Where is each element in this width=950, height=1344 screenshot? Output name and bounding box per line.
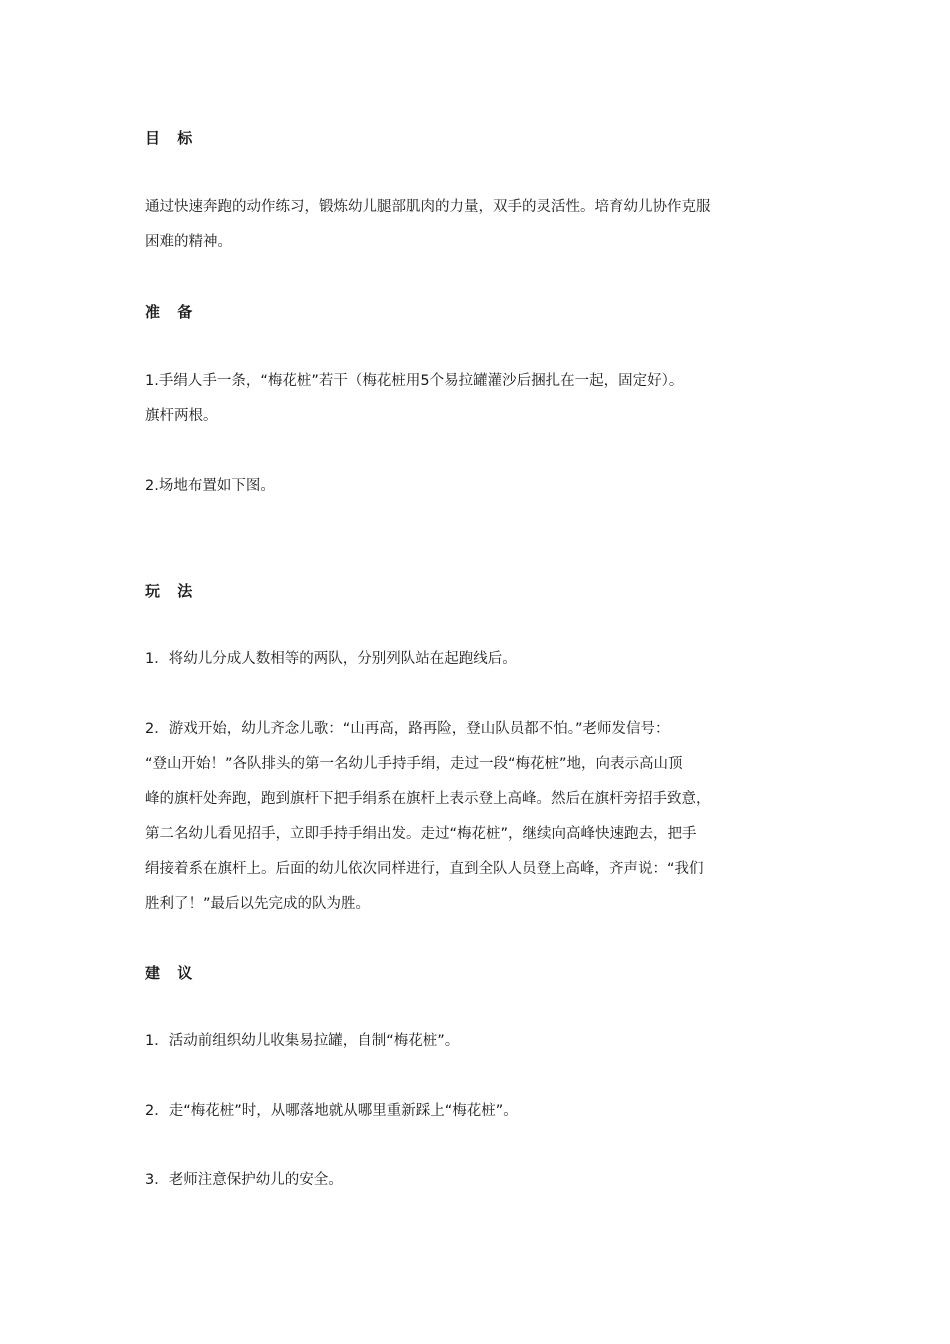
play-item-2-line-2: “登山开始！”各队排头的第一名幼儿手持手绢，走过一段“梅花桩”地，向表示高山顶 bbox=[145, 756, 683, 772]
play-item-2-line-3: 峰的旗杆处奔跑，跑到旗杆下把手绢系在旗杆上表示登上高峰。然后在旗杆旁招手致意， bbox=[145, 791, 711, 807]
play-item-2 bbox=[145, 712, 805, 922]
advice-item-3-line: 3．老师注意保护幼儿的安全。 bbox=[145, 1172, 343, 1188]
prep-item-2-line: 2.场地布置如下图。 bbox=[145, 478, 275, 494]
goal-line-1: 通过快速奔跑的动作练习，锻炼幼儿腿部肌肉的力量，双手的灵活性。培育幼儿协作克服 bbox=[145, 199, 711, 215]
prep-item-1-line-1: 1.手绢人手一条，“梅花桩”若干（梅花桩用5个易拉罐灌沙后捆扎在一起，固定好）。 bbox=[145, 373, 684, 389]
goal-paragraph bbox=[145, 190, 805, 260]
prep-item-2 bbox=[145, 469, 805, 504]
section-heading-advice: 建 议 bbox=[145, 964, 199, 982]
play-item-2-line-4: 第二名幼儿看见招手，立即手持手绢出发。走过“梅花桩”，继续向高峰快速跑去，把手 bbox=[145, 826, 697, 842]
advice-item-1 bbox=[145, 1024, 805, 1059]
prep-item-1 bbox=[145, 364, 805, 434]
play-item-2-line-1: 2．游戏开始，幼儿齐念儿歌：“山再高，路再险，登山队员都不怕。”老师发信号： bbox=[145, 721, 670, 737]
section-heading-prep: 准 备 bbox=[145, 303, 199, 321]
play-item-1 bbox=[145, 642, 805, 677]
section-heading-goal: 目 标 bbox=[145, 129, 199, 147]
advice-item-2 bbox=[145, 1094, 805, 1129]
play-item-2-line-5: 绢接着系在旗杆上。后面的幼儿依次同样进行，直到全队人员登上高峰，齐声说：“我们 bbox=[145, 861, 704, 877]
play-item-1-line: 1．将幼儿分成人数相等的两队，分别列队站在起跑线后。 bbox=[145, 651, 517, 667]
prep-item-1-line-2: 旗杆两根。 bbox=[145, 408, 218, 424]
goal-line-2: 困难的精神。 bbox=[145, 234, 232, 250]
advice-item-2-line: 2．走“梅花桩”时，从哪落地就从哪里重新踩上“梅花桩”。 bbox=[145, 1103, 518, 1119]
play-item-2-line-6: 胜利了！”最后以先完成的队为胜。 bbox=[145, 896, 371, 912]
advice-item-1-line: 1．活动前组织幼儿收集易拉罐，自制“梅花桩”。 bbox=[145, 1033, 460, 1049]
advice-item-3 bbox=[145, 1163, 805, 1198]
section-heading-play: 玩 法 bbox=[145, 582, 199, 600]
